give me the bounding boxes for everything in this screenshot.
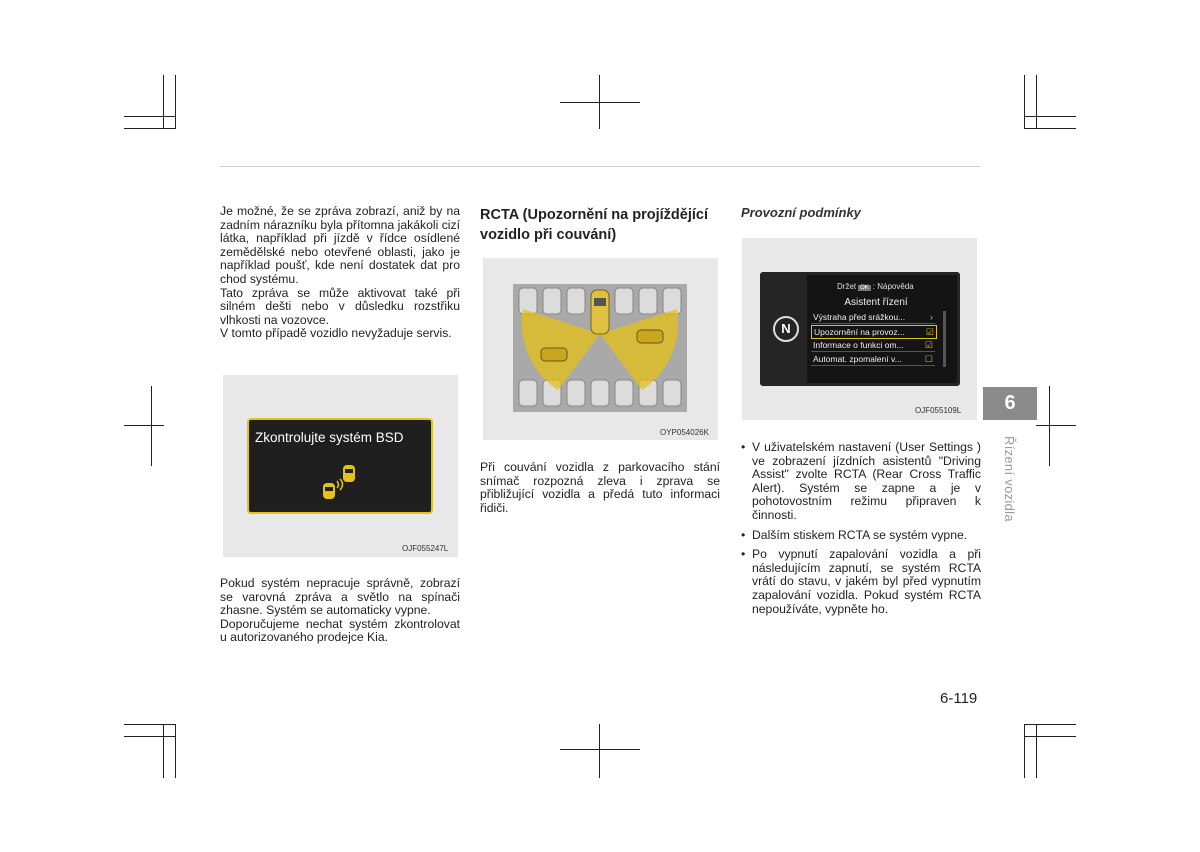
menu-item-label: Upozornění na provoz... — [814, 327, 905, 337]
n-logo-icon: N — [773, 316, 799, 342]
rcta-description — [480, 461, 720, 515]
menu-header — [837, 282, 914, 291]
paragraph: V tomto případě vozidlo nevyžaduje servis. — [220, 326, 452, 341]
figure-code: OJF055109L — [915, 406, 962, 415]
column-1-intro — [220, 205, 460, 341]
paragraph: Při couvání vozidla z parkovacího stání snímač rozpozná zleva i zprava se přibližující vozidla a předá tuto informaci řidiči. — [480, 460, 720, 515]
figure-code: OYP054026K — [660, 428, 709, 437]
menu-item-label: Výstraha před srážkou... — [813, 312, 906, 322]
hold-label: Držet — [837, 282, 857, 291]
paragraph: Tato zpráva se může aktivovat také při silném dešti nebo v důsledku rozstřiku vlhkosti na vozovce. — [220, 285, 460, 327]
list-item: • V uživatelském nastavení (User Settings ) ve zobrazení jízdních asistentů "Driving Assist" zvolte RCTA (Rear Cross Traffic Alert). Systém se zapne a je v pohotovostním režimu připraven k činnosti. — [741, 441, 981, 523]
menu-item[interactable] — [811, 353, 935, 366]
checkbox-checked-icon[interactable]: ☑ — [925, 327, 934, 337]
settings-screen — [760, 272, 960, 386]
paragraph: Pokud systém nepracuje správně, zobrazí se varovná zpráva a světlo na spínači zhasne. Systém se automaticky vypne. — [220, 576, 460, 618]
ok-button-icon: OK — [860, 285, 869, 291]
checkbox-checked-icon[interactable]: ☑ — [924, 340, 933, 350]
chapter-tab: 6 — [983, 387, 1037, 420]
menu-item-label: Informace o funkci om... — [813, 340, 904, 350]
menu-item[interactable] — [811, 311, 935, 324]
paragraph: Doporučujeme nechat systém zkontrolovat u autorizovaného prodejce Kia. — [220, 616, 460, 645]
settings-menu — [807, 275, 957, 383]
menu-title: Asistent řízení — [844, 297, 908, 308]
header-rule — [220, 166, 980, 167]
chevron-right-icon: › — [930, 312, 933, 322]
bsd-warning-text: Zkontrolujte systém BSD — [255, 430, 404, 445]
help-label: : Nápověda — [872, 282, 914, 291]
menu-item-label: Automat. zpomalení v... — [813, 354, 902, 364]
figure-code: OJF055247L — [402, 544, 449, 553]
column-1-outro — [220, 577, 460, 645]
bsd-cars-icon — [319, 458, 369, 506]
rcta-figure — [483, 258, 718, 440]
page-number: 6-119 — [940, 690, 978, 707]
chapter-title: Řízení vozidla — [1002, 436, 1017, 522]
operating-conditions-heading: Provozní podmínky — [741, 205, 861, 220]
rcta-bullets — [741, 441, 981, 622]
menu-item-selected[interactable] — [811, 325, 937, 339]
parking-lot-illustration — [513, 284, 687, 412]
bsd-warning-screen — [247, 418, 433, 514]
rcta-heading: RCTA (Upozornění na projíždějící vozidlo při couvání) — [480, 207, 708, 243]
paragraph: Je možné, že se zpráva zobrazí, aniž by na zadním nárazníku byla přítomna jakákoli cizí látka, například při jízdě v řídce osídlené zemědělské nebo otevřené oblasti, jako je například poušť, kde není dostatek dat pro chod systému. — [220, 204, 460, 286]
list-item: • Po vypnutí zapalování vozidla a při následujícím zapnutí, se systém RCTA vrátí do stavu, v jakém byl před vypnutím zapalování vozidla. Pokud systém RCTA nepoužíváte, vypněte ho. — [741, 548, 981, 616]
checkbox-unchecked-icon[interactable]: ☐ — [924, 354, 933, 364]
menu-scrollbar[interactable] — [943, 311, 946, 367]
menu-item[interactable] — [811, 339, 935, 352]
list-item: • Dalším stiskem RCTA se systém vypne. — [741, 529, 981, 543]
